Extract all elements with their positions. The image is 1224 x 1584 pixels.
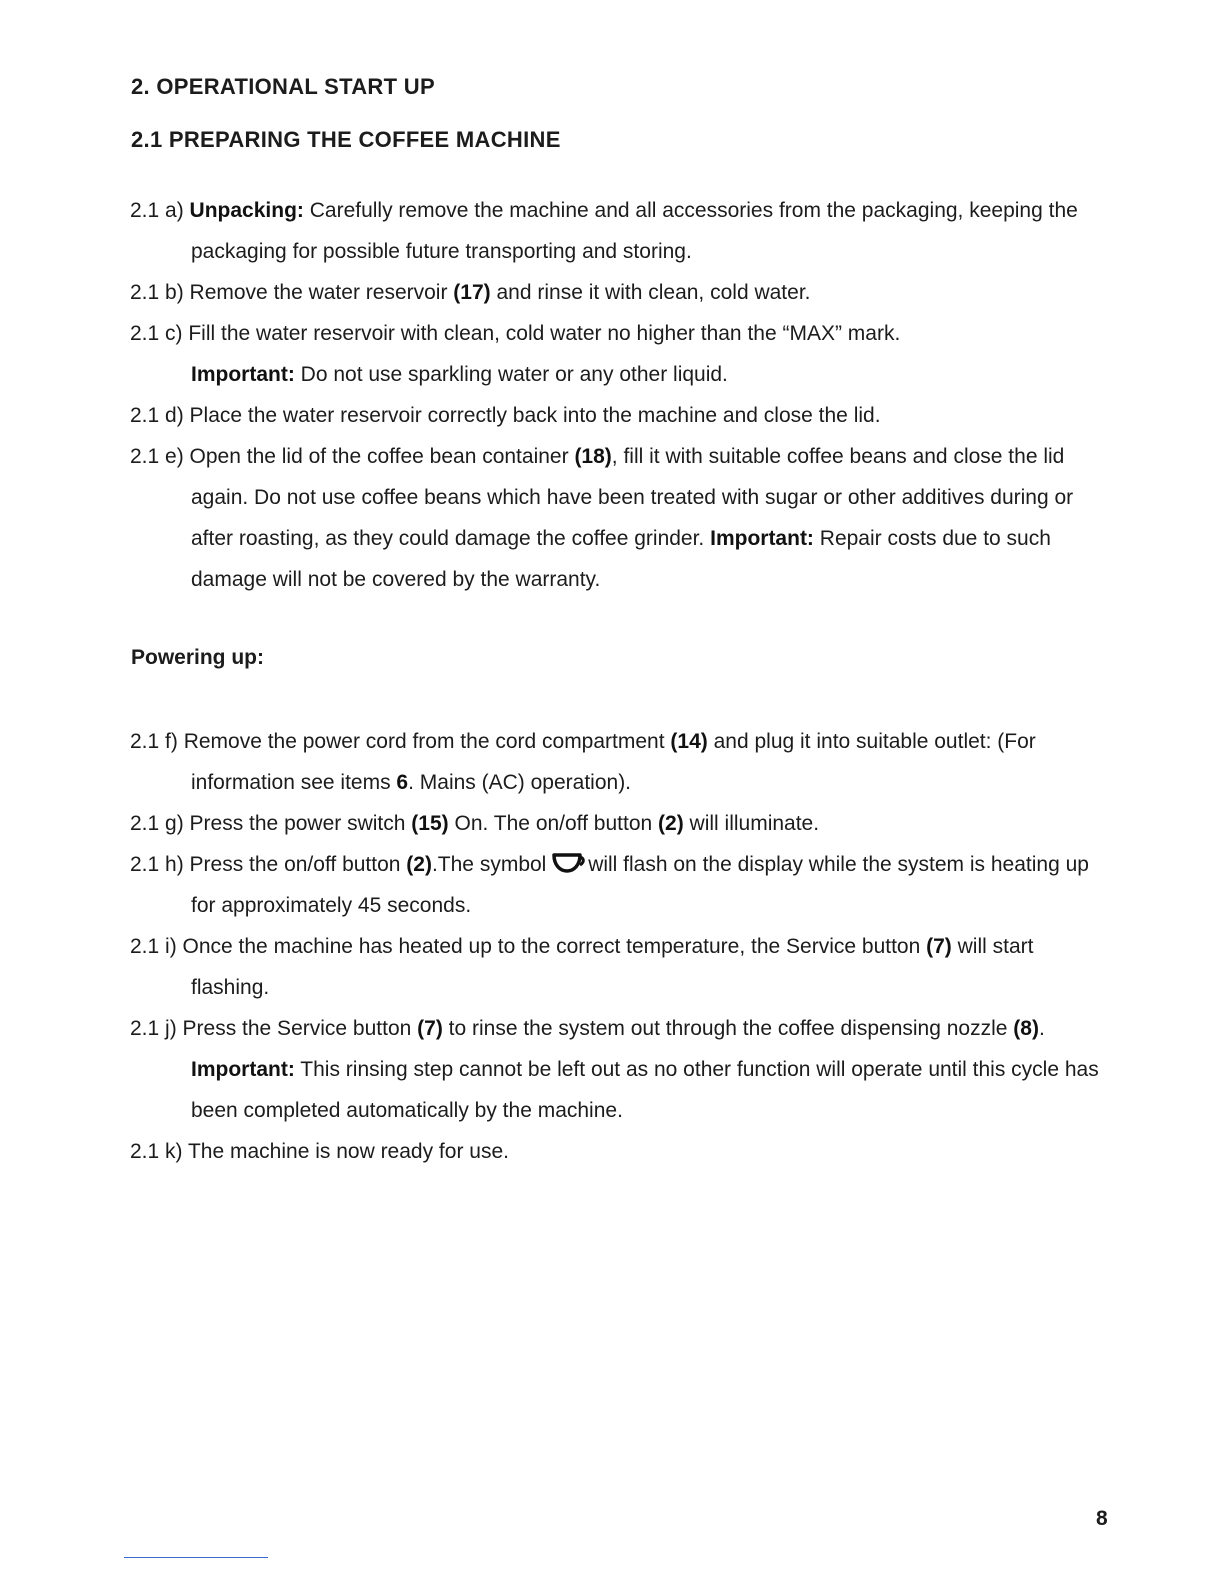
- step-2-1-i: 2.1 i) Once the machine has heated up to the correct temperature, the Service button (7) will start flashing.: [130, 935, 1034, 999]
- page-number: 8: [1096, 1507, 1108, 1530]
- ref-2: (2): [658, 812, 684, 835]
- ref-18: (18): [574, 445, 612, 468]
- step-2-1-g: 2.1 g) Press the power switch (15) On. The on/off button (2) will illuminate.: [130, 812, 820, 835]
- step-2-1-c-note: Important: Do not use sparkling water or any other liquid.: [191, 363, 728, 386]
- powering-up-heading: Powering up:: [131, 646, 264, 669]
- subsection-title: 2.1 PREPARING THE COFFEE MACHINE: [131, 127, 561, 152]
- section-title: 2. OPERATIONAL START UP: [131, 74, 435, 99]
- ref-2: (2): [406, 853, 432, 876]
- footer-rule: [124, 1557, 268, 1558]
- ref-17: (17): [453, 281, 491, 304]
- unpacking-label: Unpacking:: [189, 199, 304, 222]
- ref-14: (14): [670, 730, 708, 753]
- ref-7: (7): [926, 935, 952, 958]
- ref-7: (7): [417, 1017, 443, 1040]
- step-2-1-f: 2.1 f) Remove the power cord from the cord compartment (14) and plug it into suitable outlet: (For information see items 6. Mains (AC) operation).: [130, 730, 1036, 794]
- step-2-1-h: 2.1 h) Press the on/off button (2).The symbol will flash on the display while the system is heating up for approximately 45 seconds.: [130, 853, 1089, 917]
- powering-steps: [130, 721, 1100, 1172]
- important-label: Important:: [191, 363, 295, 386]
- ref-15: (15): [411, 812, 449, 835]
- preparation-steps: [130, 190, 1100, 600]
- step-2-1-a: 2.1 a) Unpacking: Carefully remove the machine and all accessories from the packaging, keeping the packaging for possible future transporting and storing.: [130, 199, 1078, 263]
- coffee-cup-icon: [552, 852, 586, 874]
- important-label: Important:: [710, 527, 814, 550]
- step-2-1-j-note: Important: This rinsing step cannot be left out as no other function will operate until this cycle has been completed automatically by the machine.: [191, 1058, 1099, 1122]
- step-2-1-c: 2.1 c) Fill the water reservoir with clean, cold water no higher than the “MAX” mark.: [130, 322, 901, 345]
- step-2-1-e: 2.1 e) Open the lid of the coffee bean container (18), fill it with suitable coffee beans and close the lid again. Do not use coffee beans which have been treated with sugar or other additives during or after roasting, as they could damage the coffee grinder. Important: Repair costs due to such damage will not be covered by the warranty.: [130, 445, 1074, 591]
- step-2-1-k: 2.1 k) The machine is now ready for use.: [130, 1140, 509, 1163]
- ref-6: 6: [396, 771, 409, 794]
- ref-8: (8): [1013, 1017, 1039, 1040]
- step-2-1-b: 2.1 b) Remove the water reservoir (17) and rinse it with clean, cold water.: [130, 281, 811, 304]
- important-label: Important:: [191, 1058, 295, 1081]
- step-2-1-j: 2.1 j) Press the Service button (7) to rinse the system out through the coffee dispensing nozzle (8).: [130, 1017, 1045, 1040]
- step-2-1-d: 2.1 d) Place the water reservoir correctly back into the machine and close the lid.: [130, 404, 881, 427]
